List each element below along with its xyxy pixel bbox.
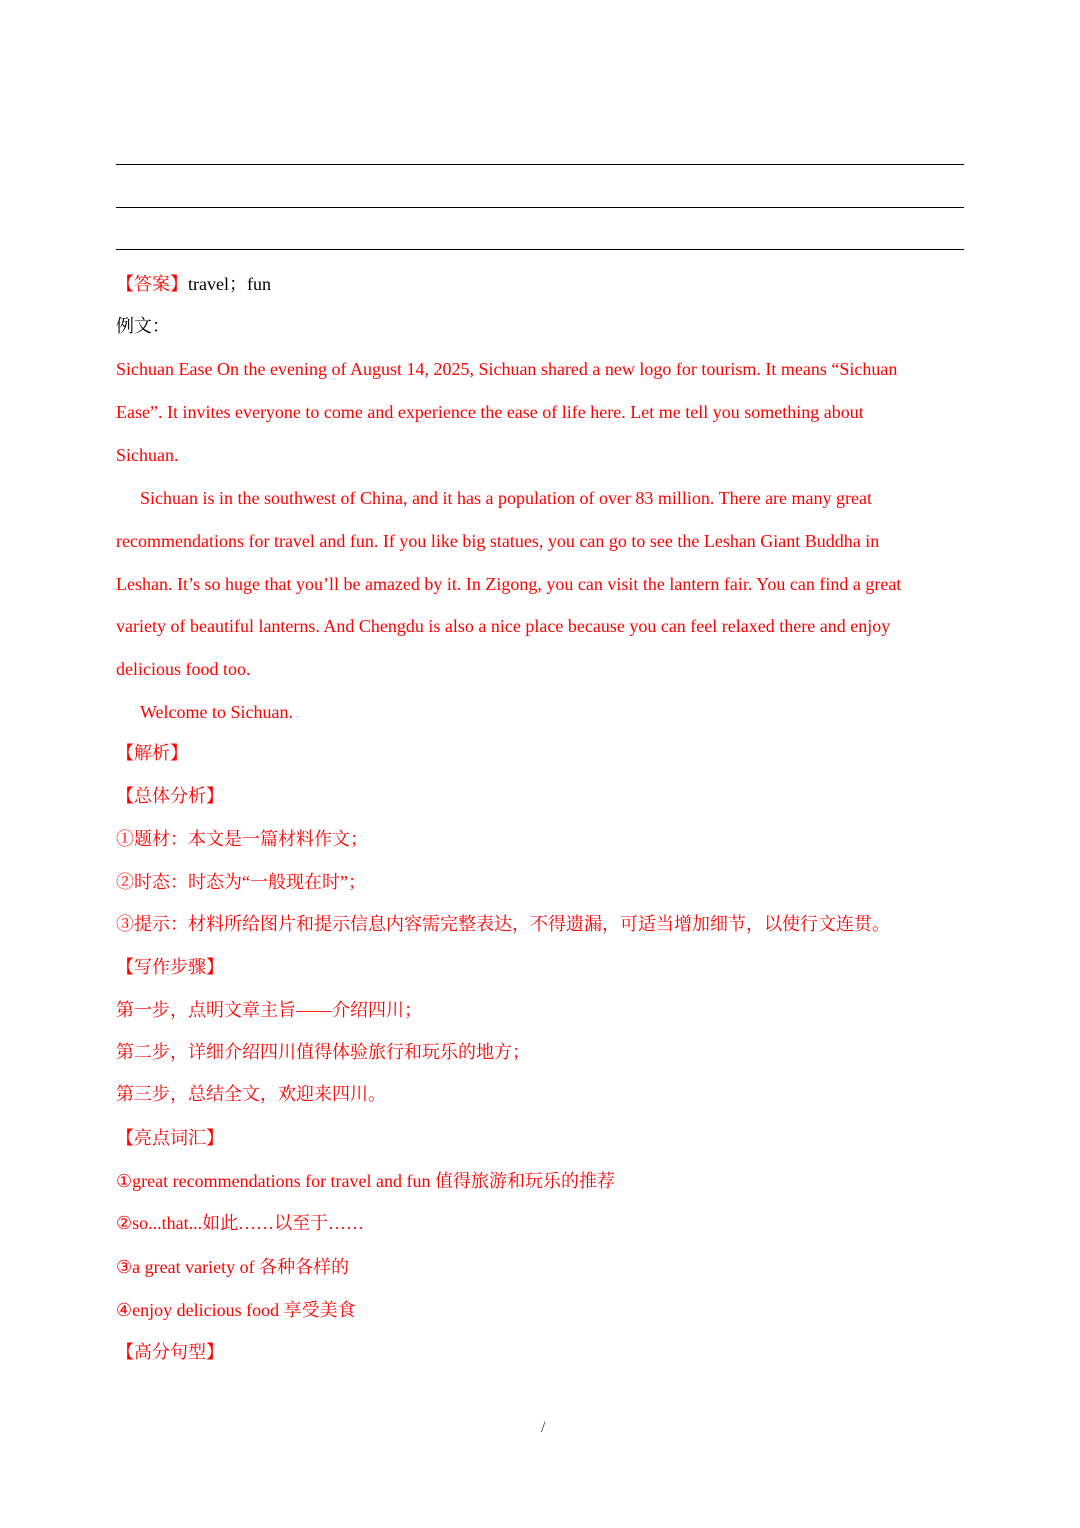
overall-heading: 【总体分析】 bbox=[116, 786, 224, 806]
vocab-item-3: ③a great variety of 各种各样的 bbox=[116, 1257, 350, 1277]
essay-line-5: recommendations for travel and fun. If you like big statues, you can go to see the Leshan Giant Buddha in bbox=[116, 531, 880, 551]
steps-item-3: 第三步，总结全文，欢迎来四川。 bbox=[116, 1084, 386, 1104]
essay-line-2: Ease”. It invites everyone to come and experience the ease of life here. Let me tell you something about bbox=[116, 402, 864, 422]
answer-label: 【答案】 bbox=[116, 274, 188, 294]
page-marker: / bbox=[541, 1419, 546, 1436]
overall-item-3: ③提示：材料所给图片和提示信息内容需完整表达，不得遗漏，可适当增加细节，以使行文连贯。 bbox=[116, 914, 890, 934]
essay-line-6: Leshan. It’s so huge that you’ll be amazed by it. In Zigong, you can visit the lantern fair. You can find a great bbox=[116, 574, 902, 594]
essay-line-4: Sichuan is in the southwest of China, and it has a population of over 83 million. There are many great bbox=[140, 488, 873, 508]
essay-line-3: Sichuan. bbox=[116, 445, 179, 465]
answer-value: travel；fun bbox=[188, 274, 271, 294]
steps-item-2: 第二步，详细介绍四川值得体验旅行和玩乐的地方； bbox=[116, 1042, 530, 1062]
overall-item-2: ②时态：时态为“一般现在时”； bbox=[116, 872, 366, 892]
steps-heading: 【写作步骤】 bbox=[116, 957, 224, 977]
vocab-item-4: ④enjoy delicious food 享受美食 bbox=[116, 1300, 356, 1320]
vocab-item-2: ②so...that...如此……以至于…… bbox=[116, 1213, 365, 1233]
vocab-heading: 【亮点词汇】 bbox=[116, 1128, 224, 1148]
overall-item-1: ①题材：本文是一篇材料作文； bbox=[116, 829, 368, 849]
essay-line-9: Welcome to Sichuan. bbox=[140, 702, 294, 722]
answer-row bbox=[116, 273, 271, 295]
essay-line-1: Sichuan Ease On the evening of August 14, 2025, Sichuan shared a new logo for tourism. It means “Sichuan bbox=[116, 359, 898, 379]
answer-line-1 bbox=[116, 164, 964, 165]
essay-line-7: variety of beautiful lanterns. And Chengdu is also a nice place because you can feel relaxed there and enjoy bbox=[116, 616, 891, 636]
answer-line-2 bbox=[116, 207, 964, 208]
answer-line-3 bbox=[116, 249, 964, 250]
sentences-heading: 【高分句型】 bbox=[116, 1342, 224, 1362]
vocab-item-1: ①great recommendations for travel and fun 值得旅游和玩乐的推荐 bbox=[116, 1171, 616, 1191]
essay-label: 例文： bbox=[116, 316, 170, 336]
essay-line-8: delicious food too. bbox=[116, 659, 251, 679]
analysis-heading: 【解析】 bbox=[116, 743, 188, 763]
steps-item-1: 第一步，点明文章主旨——介绍四川； bbox=[116, 1000, 422, 1020]
